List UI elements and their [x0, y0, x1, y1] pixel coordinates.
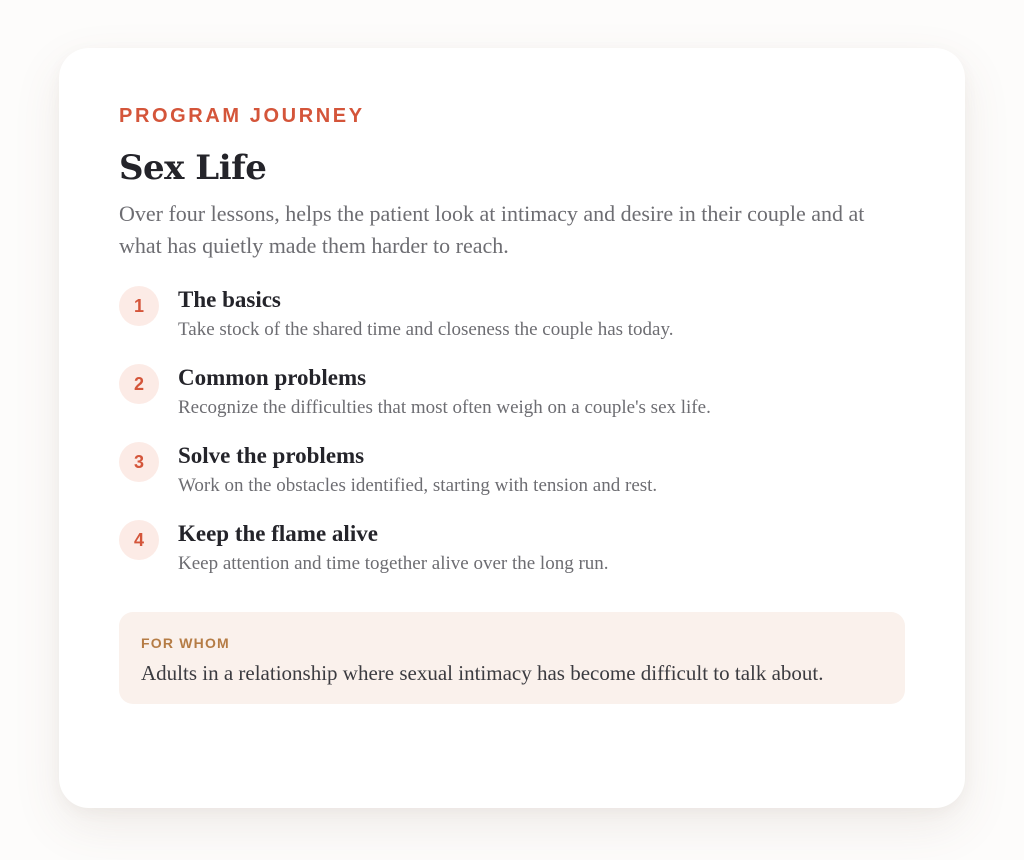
lesson-body [178, 286, 674, 343]
step-number-badge: 2 [119, 364, 159, 404]
lesson-title: The basics [178, 287, 281, 312]
lesson-item [119, 442, 905, 520]
lesson-description: Work on the obstacles identified, starting with tension and rest. [178, 475, 658, 496]
lesson-description: Keep attention and time together alive over the long run. [178, 553, 609, 574]
audience-panel [119, 612, 905, 704]
audience-text: Adults in a relationship where sexual intimacy has become difficult to talk about. [141, 661, 824, 685]
audience-label: FOR WHOM [141, 635, 230, 651]
lesson-title: Keep the flame alive [178, 521, 378, 546]
step-number-badge: 4 [119, 520, 159, 560]
step-number-badge: 1 [119, 286, 159, 326]
program-description: Over four lessons, helps the patient look at intimacy and desire in their couple and at what has quietly made them harder to reach. [119, 201, 865, 258]
section-eyebrow: PROGRAM JOURNEY [119, 105, 365, 127]
lesson-body [178, 364, 711, 421]
lesson-body [178, 442, 657, 499]
lesson-item [119, 286, 905, 364]
lesson-item [119, 364, 905, 442]
lesson-body [178, 520, 609, 577]
step-number-badge: 3 [119, 442, 159, 482]
lesson-description: Take stock of the shared time and closeness the couple has today. [178, 319, 674, 340]
lesson-title: Solve the problems [178, 443, 365, 468]
program-journey-card [59, 48, 965, 808]
program-title: Sex Life [119, 148, 267, 188]
lesson-list [119, 286, 905, 598]
lesson-item [119, 520, 905, 598]
lesson-title: Common problems [178, 365, 367, 390]
lesson-description: Recognize the difficulties that most often weigh on a couple's sex life. [178, 397, 711, 418]
